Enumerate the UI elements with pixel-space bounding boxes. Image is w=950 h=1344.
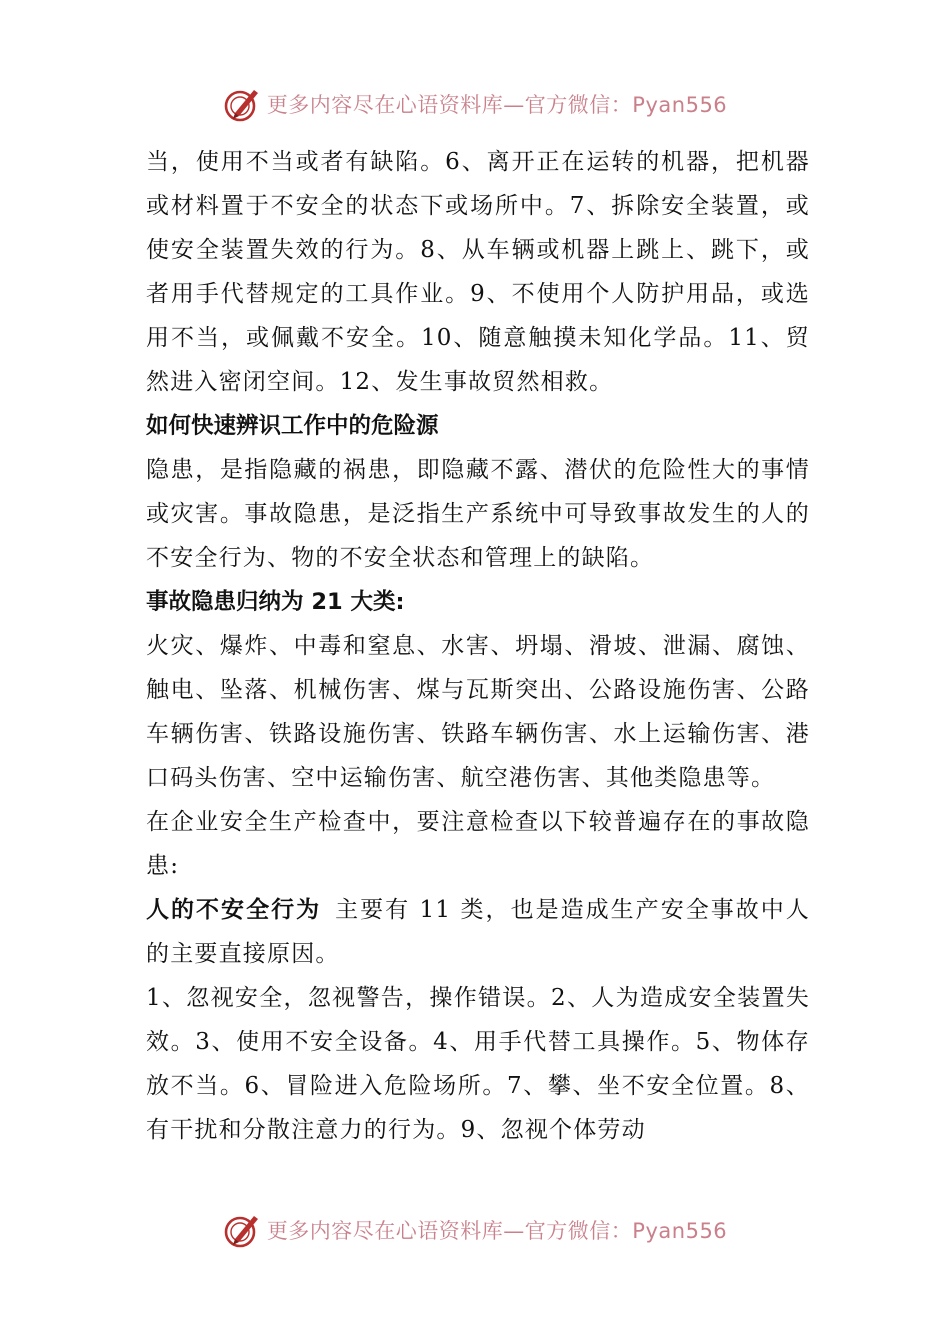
- document-body: [146, 140, 810, 1152]
- footer-banner-inner: [223, 1210, 727, 1250]
- pen-in-circle-logo-icon: [223, 84, 263, 124]
- heading-hazard-identification: 如何快速辨识工作中的危险源: [146, 413, 439, 439]
- footer-banner-text: 更多内容尽在心语资料库—官方微信：Pyan556: [266, 1219, 728, 1243]
- paragraph-inspection-note: 在企业安全生产检查中，要注意检查以下较普遍存在的事故隐患:: [146, 809, 810, 879]
- heading-hazard-categories: 事故隐患归纳为 21 大类:: [146, 589, 405, 615]
- paragraph-unsafe-behavior-list: 1、忽视安全，忽视警告，操作错误。2、人为造成安全装置失效。3、使用不安全设备。4、用手代替工具操作。5、物体存放不当。6、冒险进入危险场所。7、攀、坐不安全位置。8、有干扰和分散注意力的行为。9、忽视个体劳动: [146, 985, 810, 1143]
- footer-banner: [0, 1208, 950, 1252]
- paragraph-hazard-categories-list: 火灾、爆炸、中毒和窒息、水害、坍塌、滑坡、泄漏、腐蚀、触电、坠落、机械伤害、煤与瓦斯突出、公路设施伤害、公路车辆伤害、铁路设施伤害、铁路车辆伤害、水上运输伤害、港口码头伤害、空中运输伤害、航空港伤害、其他类隐患等。: [146, 633, 810, 791]
- header-banner: [0, 82, 950, 126]
- paragraph-hazard-definition: 隐患，是指隐藏的祸患，即隐藏不露、潜伏的危险性大的事情或灾害。事故隐患，是泛指生产系统中可导致事故发生的人的不安全行为、物的不安全状态和管理上的缺陷。: [146, 457, 810, 571]
- unsafe-behavior-term: 人的不安全行为: [146, 897, 322, 923]
- paragraph-unsafe-behavior-intro: [146, 888, 810, 976]
- pen-in-circle-logo-icon: [223, 1210, 263, 1250]
- paragraph-unsafe-acts-continued: 当，使用不当或者有缺陷。6、离开正在运转的机器，把机器或材料置于不安全的状态下或场所中。7、拆除安全装置，或使安全装置失效的行为。8、从车辆或机器上跳上、跳下，或者用手代替规定的工具作业。9、不使用个人防护用品，或选用不当，或佩戴不安全。10、随意触摸未知化学品。11、贸然进入密闭空间。12、发生事故贸然相救。: [146, 149, 810, 395]
- unsafe-behavior-description: 主要有 11 类，也是造成生产安全事故中人的主要直接原因。: [146, 897, 810, 967]
- header-banner-inner: [223, 84, 727, 124]
- header-banner-text: 更多内容尽在心语资料库—官方微信：Pyan556: [266, 93, 728, 117]
